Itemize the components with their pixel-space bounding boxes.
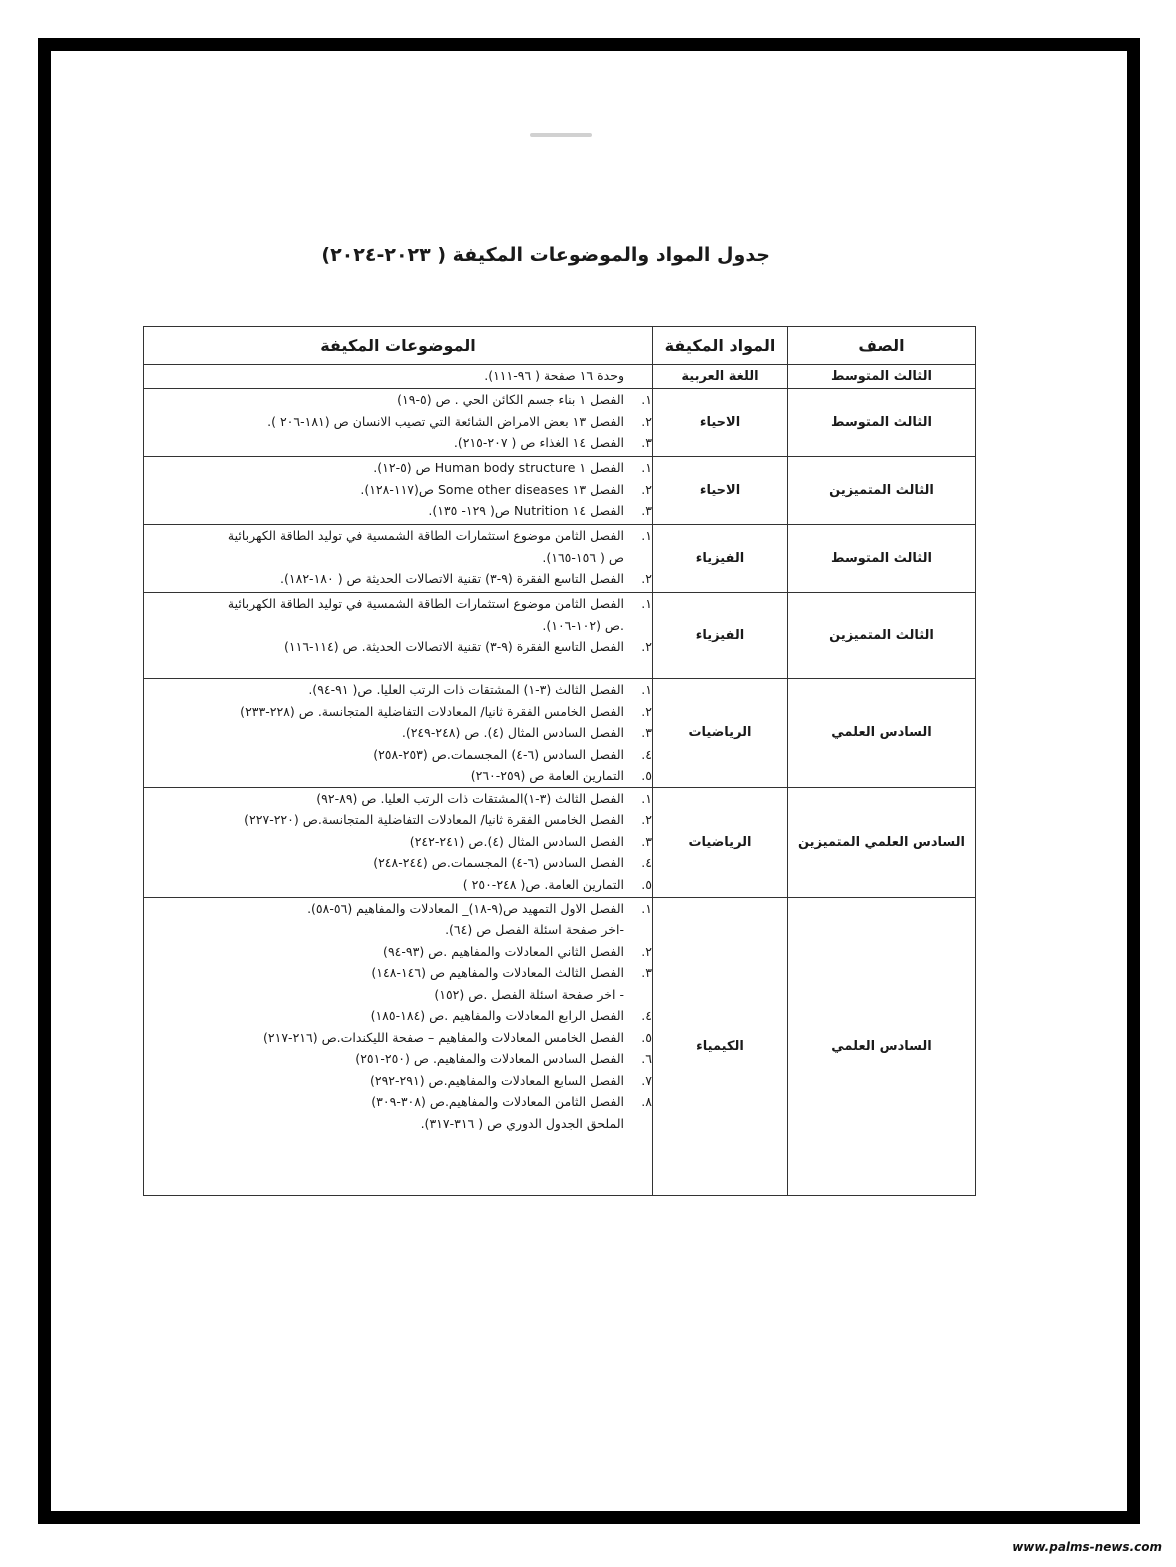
topic-line <box>144 809 652 831</box>
topic-text: ص ( ١٥٦-١٦٥). <box>542 549 624 565</box>
topic-line <box>144 701 652 723</box>
topic-line <box>144 765 652 787</box>
topic-text: الفصل الخامس الفقرة ثانيا/ المعادلات التفاضلية المتجانسة. ص (٢٢٨-٢٣٣) <box>240 703 624 719</box>
topics-cell <box>144 457 653 525</box>
topic-line <box>144 744 652 766</box>
topics-cell <box>144 897 653 1195</box>
topics-cell <box>144 679 653 788</box>
topic-number: ١. <box>641 528 652 543</box>
topic-number: ٢. <box>641 703 652 719</box>
topic-number: ٢. <box>641 571 652 586</box>
topic-line <box>144 1113 652 1135</box>
topic-line <box>144 941 652 963</box>
topic-line <box>144 984 652 1006</box>
topic-line <box>144 722 652 744</box>
topic-line <box>144 500 652 522</box>
topic-text: الفصل ١ بناء جسم الكائن الحي . ص (٥-١٩) <box>397 392 624 407</box>
topic-text: الفصل الثامن المعادلات والمفاهيم.ص (٣٠٨-٣٠٩) <box>371 1094 624 1109</box>
topic-number: ١. <box>641 460 652 475</box>
topic-text: الفصل السابع المعادلات والمفاهيم.ص (٢٩١-٢٩٢) <box>369 1072 624 1088</box>
topic-line <box>144 547 652 569</box>
table-row <box>144 679 976 788</box>
topic-number: ٣. <box>641 435 652 450</box>
table-row <box>144 593 976 679</box>
topics-cell <box>144 365 653 389</box>
header-topics: الموضوعات المكيفة <box>144 327 653 365</box>
topics-cell <box>144 593 653 679</box>
topic-number: ٦. <box>641 1051 652 1066</box>
topic-text: وحدة ١٦ صفحة ( ٩٦-١١١). <box>484 368 624 383</box>
topic-line <box>144 365 652 387</box>
topic-number: ٣. <box>641 833 652 849</box>
grade-cell: الثالث المتوسط <box>788 525 976 593</box>
subject-cell: الكيمياء <box>653 897 788 1195</box>
subject-cell: الرياضيات <box>653 787 788 897</box>
topic-text: التمارين العامة ص (٢٥٩-٢٦٠) <box>470 768 624 783</box>
grade-cell: السادس العلمي <box>788 897 976 1195</box>
topic-text: -اخر صفحة اسئلة الفصل ص (٦٤). <box>445 922 624 937</box>
topic-number: ٢. <box>641 413 652 429</box>
topic-text: الفصل ١ Human body structure ص (٥-١٢). <box>373 460 624 475</box>
topic-number: ٤. <box>641 855 652 870</box>
topic-text: التمارين العامة. ص( ٢٤٨-٢٥٠ ) <box>462 876 624 892</box>
topic-text: الفصل ١٤ Nutrition ص( ١٢٩- ١٣٥). <box>428 503 624 518</box>
topic-text: الفصل الرابع المعادلات والمفاهيم .ص (١٨٤-١٨٥) <box>370 1008 624 1023</box>
topic-text: الفصل الثالث المعادلات والمفاهيم ص (١٤٦-١٤٨) <box>371 965 624 980</box>
topic-number: ١. <box>641 790 652 806</box>
scan-mark <box>530 133 592 137</box>
topic-text: الفصل السادس المثال (٤). ص (٢٤٨-٢٤٩). <box>401 725 624 740</box>
subject-cell: الاحياء <box>653 389 788 457</box>
topic-line <box>144 525 652 547</box>
topic-text: الفصل الثالث (٣-١)المشتقات ذات الرتب العليا. ص (٨٩-٩٢) <box>316 790 624 806</box>
topic-line <box>144 568 652 590</box>
subject-cell: الفيزياء <box>653 593 788 679</box>
topic-line <box>144 411 652 433</box>
topic-number: ٧. <box>641 1072 652 1088</box>
topic-line <box>144 432 652 454</box>
topic-number: ٢. <box>641 639 652 654</box>
subject-cell: الاحياء <box>653 457 788 525</box>
watermark: www.palms-news.com <box>1012 1540 1162 1554</box>
topic-line <box>144 852 652 874</box>
topic-line <box>144 636 652 658</box>
grade-cell: الثالث المتوسط <box>788 365 976 389</box>
topic-text: - اخر صفحة اسئلة الفصل .ص (١٥٢) <box>434 986 624 1002</box>
topic-line <box>144 593 652 615</box>
topic-line <box>144 788 652 810</box>
topic-number: ٢. <box>641 943 652 959</box>
topic-number: ٨. <box>641 1094 652 1109</box>
topic-text: الفصل ١٣ Some other diseases ص(١١٧-١٢٨). <box>360 481 624 497</box>
subject-cell: اللغة العربية <box>653 365 788 389</box>
header-subject: المواد المكيفة <box>653 327 788 365</box>
header-grade: الصف <box>788 327 976 365</box>
table-row <box>144 897 976 1195</box>
topic-text: الفصل السادس (٦-٤) المجسمات.ص (٢٤٤-٢٤٨) <box>373 855 624 870</box>
topic-line <box>144 479 652 501</box>
topic-line <box>144 457 652 479</box>
table-row <box>144 787 976 897</box>
topic-text: الفصل السادس المثال (٤).ص (٢٤١-٢٤٢) <box>409 833 624 849</box>
topic-line <box>144 874 652 896</box>
table-row <box>144 389 976 457</box>
topic-text: الفصل ١٤ الغذاء ص ( ٢٠٧-٢١٥). <box>453 435 624 450</box>
topic-line <box>144 1091 652 1113</box>
topic-line <box>144 898 652 920</box>
topic-line <box>144 679 652 701</box>
page-title: جدول المواد والموضوعات المكيفة ( ٢٠٢٣-٢٠٢٤) <box>321 244 770 266</box>
topic-text: الفصل التاسع الفقرة (٩-٣) تقنية الاتصالات الحديثة ص ( ١٨٠-١٨٢). <box>280 571 624 586</box>
topic-number: ٥. <box>641 1029 652 1045</box>
topics-cell <box>144 525 653 593</box>
topic-line <box>144 389 652 411</box>
table-row <box>144 457 976 525</box>
topic-number: ٤. <box>641 1008 652 1023</box>
topic-number: ٤. <box>641 746 652 762</box>
topic-text: الفصل الثالث (٣-١) المشتقات ذات الرتب العليا. ص( ٩١-٩٤). <box>308 682 624 697</box>
topic-text: الفصل الثاني المعادلات والمفاهيم .ص (٩٣-٩٤) <box>383 943 624 959</box>
topic-line <box>144 1005 652 1027</box>
topic-number: ٥. <box>641 768 652 783</box>
table-header-row <box>144 327 976 365</box>
grade-cell: السادس العلمي <box>788 679 976 788</box>
topic-number: ١. <box>641 682 652 697</box>
grade-cell: الثالث المتوسط <box>788 389 976 457</box>
topic-text: الفصل ١٣ بعض الامراض الشائعة التي تصيب الانسان ص (١٨١-٢٠٦ ). <box>267 413 624 429</box>
topic-text: الفصل السادس المعادلات والمفاهيم. ص (٢٥٠-٢٥١) <box>355 1051 624 1066</box>
topic-line <box>144 1027 652 1049</box>
topic-text: الفصل الثامن موضوع استثمارات الطاقة الشمسية في توليد الطاقة الكهربائية <box>227 596 624 611</box>
topic-number: ٥. <box>641 876 652 892</box>
topic-text: الفصل التاسع الفقرة (٩-٣) تقنية الاتصالات الحديثة. ص (١١٤-١١٦) <box>284 639 624 654</box>
subject-cell: الرياضيات <box>653 679 788 788</box>
topic-text: الفصل الاول التمهيد ص(٩-١٨)_ المعادلات والمفاهيم (٥٦-٥٨). <box>307 900 624 916</box>
grade-cell: الثالث المتميزين <box>788 593 976 679</box>
table-row <box>144 365 976 389</box>
subject-cell: الفيزياء <box>653 525 788 593</box>
topic-line <box>144 1048 652 1070</box>
topic-text: الملحق الجدول الدوري ص ( ٣١٦-٣١٧). <box>420 1115 624 1131</box>
topic-number: ٣. <box>641 503 652 518</box>
grade-cell: السادس العلمي المتميزين <box>788 787 976 897</box>
topic-number: ١. <box>641 900 652 916</box>
table-row <box>144 525 976 593</box>
grade-cell: الثالث المتميزين <box>788 457 976 525</box>
topic-text: الفصل السادس (٦-٤) المجسمات.ص (٢٥٣-٢٥٨) <box>373 746 624 762</box>
topic-text: .ص (١٠٢-١٠٦). <box>542 617 624 633</box>
topic-line <box>144 615 652 637</box>
topic-number: ٣. <box>641 725 652 740</box>
subjects-table <box>143 326 976 1196</box>
topic-line <box>144 962 652 984</box>
topic-number: ٢. <box>641 812 652 827</box>
topic-number: ٢. <box>641 481 652 497</box>
topic-number: ١. <box>641 596 652 611</box>
topic-number: ٣. <box>641 965 652 980</box>
topic-text: الفصل الثامن موضوع استثمارات الطاقة الشمسية في توليد الطاقة الكهربائية <box>227 528 624 543</box>
topic-line <box>144 831 652 853</box>
topic-text: الفصل الخامس المعادلات والمفاهيم – صفحة الليكندات.ص (٢١٦-٢١٧) <box>263 1029 624 1045</box>
topic-text: الفصل الخامس الفقرة ثانيا/ المعادلات التفاضلية المتجانسة.ص (٢٢٠-٢٢٧) <box>244 812 624 827</box>
topics-cell <box>144 389 653 457</box>
topic-line <box>144 1070 652 1092</box>
topics-cell <box>144 787 653 897</box>
topic-line <box>144 919 652 941</box>
topic-number: ١. <box>641 392 652 407</box>
